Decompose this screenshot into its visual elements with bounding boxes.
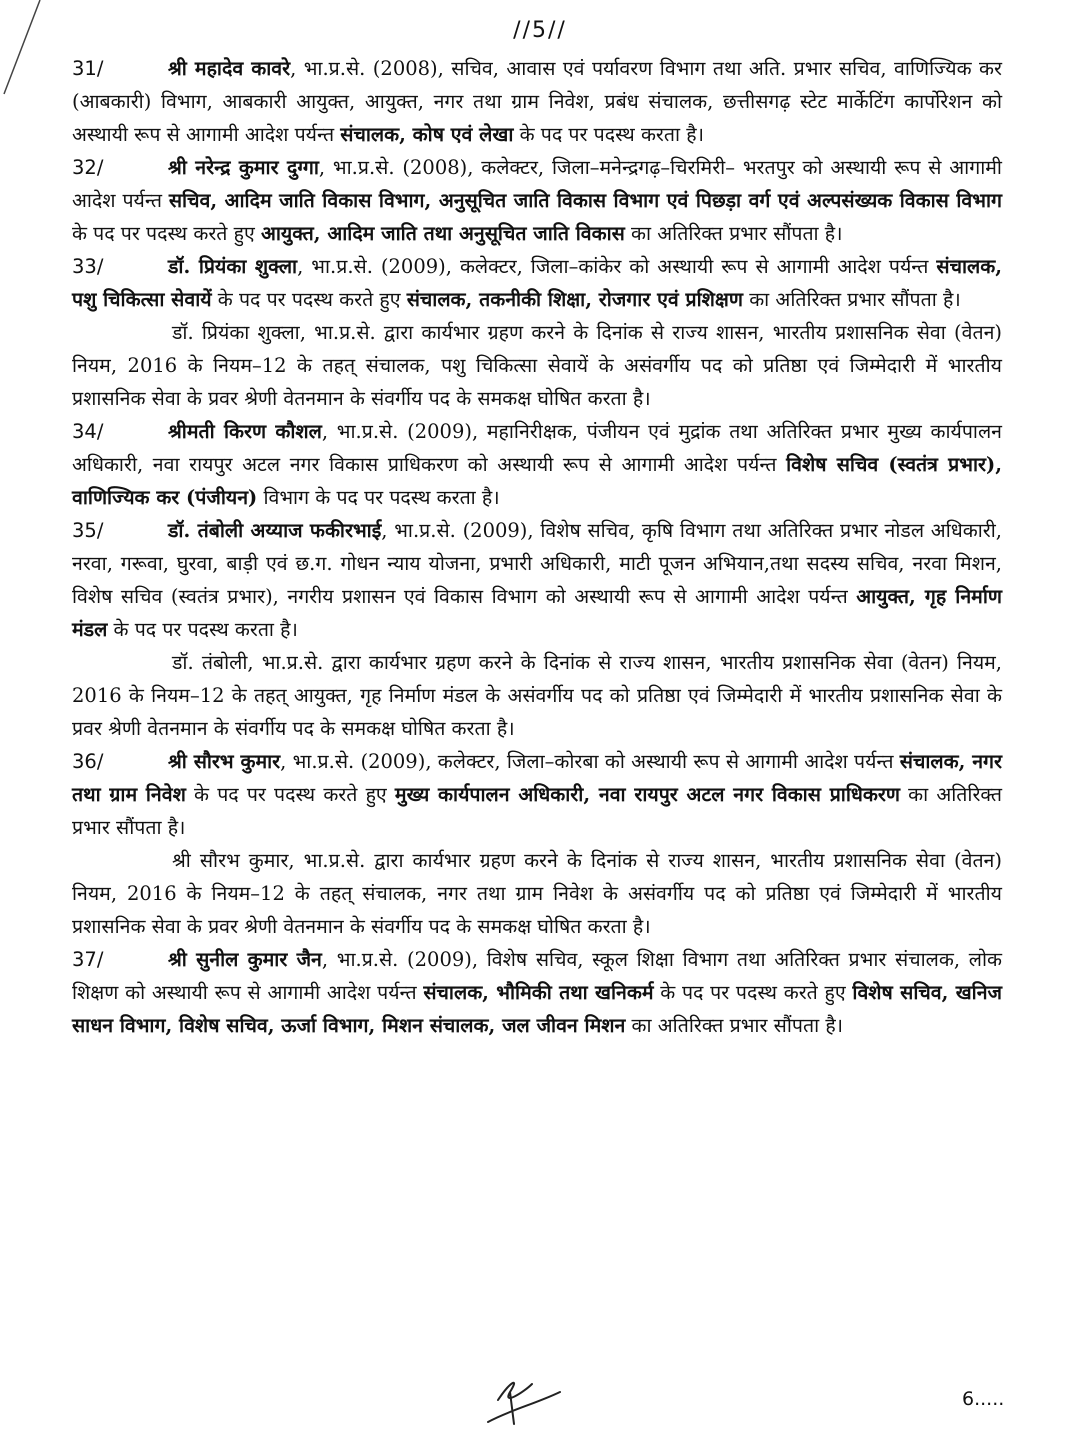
bold-text: संचालक, पशु चिकित्सा सेवायें — [72, 255, 1002, 311]
paragraph-text: के पद पर पदस्थ करता है। — [107, 618, 298, 641]
bold-text: श्री नरेन्द्र कुमार दुग्गा — [168, 156, 319, 179]
paragraph-number: 36/ — [72, 750, 104, 773]
paragraph-text: के पद पर पदस्थ करते हुए — [185, 783, 395, 806]
paragraph-text: के पद पर पदस्थ करते हुए — [72, 222, 261, 245]
paragraph — [72, 514, 1002, 646]
bold-text: आयुक्त, गृह निर्माण मंडल — [72, 585, 1002, 641]
signature-icon — [480, 1362, 570, 1432]
paragraph-number: 37/ — [72, 948, 104, 971]
bold-text: मुख्य कार्यपालन अधिकारी, नवा रायपुर अटल नगर विकास प्राधिकरण — [394, 783, 900, 806]
paragraph-text: विभाग के पद पर पदस्थ करता है। — [257, 486, 500, 509]
bold-text: श्री सौरभ कुमार — [168, 750, 281, 773]
paragraph-text: का अतिरिक्त प्रभार सौंपता है। — [72, 783, 1002, 839]
paragraph-number: 31/ — [72, 57, 104, 80]
paragraph-text: का अतिरिक्त प्रभार सौंपता है। — [743, 288, 961, 311]
paragraph — [72, 316, 1002, 415]
paragraph-text: के पद पर पदस्थ करते हुए — [211, 288, 407, 311]
bold-text: संचालक, भौमिकी तथा खनिकर्म — [423, 981, 654, 1004]
paragraph-text: का अतिरिक्त प्रभार सौंपता है। — [625, 1014, 844, 1037]
paragraph — [72, 52, 1002, 151]
paragraph-text: , भा.प्र.से. (2009), कलेक्टर, जिला–कोरबा को अस्थायी रूप से आगामी आदेश पर्यन्त — [280, 750, 900, 773]
paragraph-text: , भा.प्र.से. (2008), सचिव, आवास एवं पर्यावरण विभाग तथा अति. प्रभार सचिव, वाणिज्यिक कर (आबकारी) विभाग, आबकारी आयुक्त, आयुक्त, नगर तथा ग्राम निवेश, प्रबंध संचालक, छत्तीसगढ़ स्टेट मार्केटिंग कार्पोरेशन को अस्थायी रूप से आगामी आदेश पर्यन्त — [72, 57, 1002, 146]
paragraph — [72, 844, 1002, 943]
bold-text: संचालक, कोष एवं लेखा — [340, 123, 514, 146]
paragraph — [72, 415, 1002, 514]
scan-edge-mark — [0, 0, 60, 100]
next-page-indicator: 6..... — [962, 1388, 1005, 1410]
bold-text: विशेष सचिव (स्वतंत्र प्रभार), वाणिज्यिक कर (पंजीयन) — [72, 453, 1002, 509]
bold-text: डॉ. प्रियंका शुक्ला — [168, 255, 298, 278]
paragraph-text: डॉ. प्रियंका शुक्ला, भा.प्र.से. द्वारा कार्यभार ग्रहण करने के दिनांक से राज्य शासन, भारतीय प्रशासनिक सेवा (वेतन) नियम, 2016 के नियम–12 के तहत् संचालक, पशु चिकित्सा सेवायें के असंवर्गीय पद को प्रतिष्ठा एवं जिम्मेदारी में भारतीय प्रशासनिक सेवा के प्रवर श्रेणी वेतनमान के संवर्गीय पद के समकक्ष घोषित करता है। — [72, 321, 1002, 410]
paragraph-number: 32/ — [72, 156, 104, 179]
paragraph-text: डॉ. तंबोली, भा.प्र.से. द्वारा कार्यभार ग्रहण करने के दिनांक से राज्य शासन, भारतीय प्रशासनिक सेवा (वेतन) नियम, 2016 के नियम–12 के तहत् आयुक्त, गृह निर्माण मंडल के असंवर्गीय पद को प्रतिष्ठा एवं जिम्मेदारी में भारतीय प्रशासनिक सेवा के प्रवर श्रेणी वेतनमान के संवर्गीय पद के समकक्ष घोषित करता है। — [72, 651, 1002, 740]
paragraph — [72, 745, 1002, 844]
bold-text: श्रीमती किरण कौशल — [168, 420, 322, 443]
bold-text: विशेष सचिव, खनिज साधन विभाग, विशेष सचिव, ऊर्जा विभाग, मिशन संचालक, जल जीवन मिशन — [72, 981, 1002, 1037]
paragraph — [72, 943, 1002, 1042]
paragraph-text: , भा.प्र.से. (2008), कलेक्टर, जिला–मनेन्द्रगढ़–चिरमिरी– भरतपुर को अस्थायी रूप से आगामी आदेश पर्यन्त — [72, 156, 1002, 212]
bold-text: संचालक, तकनीकी शिक्षा, रोजगार एवं प्रशिक्षण — [406, 288, 743, 311]
paragraph-text: , भा.प्र.से. (2009), विशेष सचिव, कृषि विभाग तथा अतिरिक्त प्रभार नोडल अधिकारी, नरवा, गरूवा, घुरवा, बाड़ी एवं छ.ग. गोधन न्याय योजना, प्रभारी अधिकारी, माटी पूजन अभियान,तथा सदस्य सचिव, नरवा मिशन, विशेष सचिव (स्वतंत्र प्रभार), नगरीय प्रशासन एवं विकास विभाग को अस्थायी रूप से आगामी आदेश पर्यन्त — [72, 519, 1002, 608]
bold-text: सचिव, आदिम जाति विकास विभाग, अनुसूचित जाति विकास विभाग एवं पिछड़ा वर्ग एवं अल्पसंख्यक विकास विभाग — [168, 189, 1002, 212]
paragraph-number: 35/ — [72, 519, 104, 542]
bold-text: श्री सुनील कुमार जैन — [168, 948, 322, 971]
page-number: //5// — [513, 18, 567, 43]
paragraph-text: के पद पर पदस्थ करता है। — [513, 123, 705, 146]
paragraph-text: का अतिरिक्त प्रभार सौंपता है। — [624, 222, 843, 245]
bold-text: डॉ. तंबोली अय्याज फकीरभाई — [168, 519, 382, 542]
paragraph — [72, 151, 1002, 250]
document-body — [72, 52, 1002, 1042]
paragraph — [72, 646, 1002, 745]
paragraph-text: के पद पर पदस्थ करते हुए — [653, 981, 853, 1004]
paragraph — [72, 250, 1002, 316]
paragraph-number: 33/ — [72, 255, 104, 278]
bold-text: श्री महादेव कावरे — [168, 57, 291, 80]
paragraph-text: श्री सौरभ कुमार, भा.प्र.से. द्वारा कार्यभार ग्रहण करने के दिनांक से राज्य शासन, भारतीय प्रशासनिक सेवा (वेतन) नियम, 2016 के नियम–12 के तहत् संचालक, नगर तथा ग्राम निवेश के असंवर्गीय पद को प्रतिष्ठा एवं जिम्मेदारी में भारतीय प्रशासनिक सेवा के प्रवर श्रेणी वेतनमान के संवर्गीय पद के समकक्ष घोषित करता है। — [72, 849, 1002, 938]
paragraph-text: , भा.प्र.से. (2009), कलेक्टर, जिला–कांकेर को अस्थायी रूप से आगामी आदेश पर्यन्त — [297, 255, 937, 278]
paragraph-text: , भा.प्र.से. (2009), महानिरीक्षक, पंजीयन एवं मुद्रांक तथा अतिरिक्त प्रभार मुख्य कार्यपालन अधिकारी, नवा रायपुर अटल नगर विकास प्राधिकरण को अस्थायी रूप से आगामी आदेश पर्यन्त — [72, 420, 1002, 476]
bold-text: आयुक्त, आदिम जाति तथा अनुसूचित जाति विकास — [260, 222, 625, 245]
paragraph-number: 34/ — [72, 420, 104, 443]
bold-text: संचालक, नगर तथा ग्राम निवेश — [72, 750, 1003, 806]
paragraph-text: , भा.प्र.से. (2009), विशेष सचिव, स्कूल शिक्षा विभाग तथा अतिरिक्त प्रभार संचालक, लोक शिक्षण को अस्थायी रूप से आगामी आदेश पर्यन्त — [72, 948, 1002, 1004]
